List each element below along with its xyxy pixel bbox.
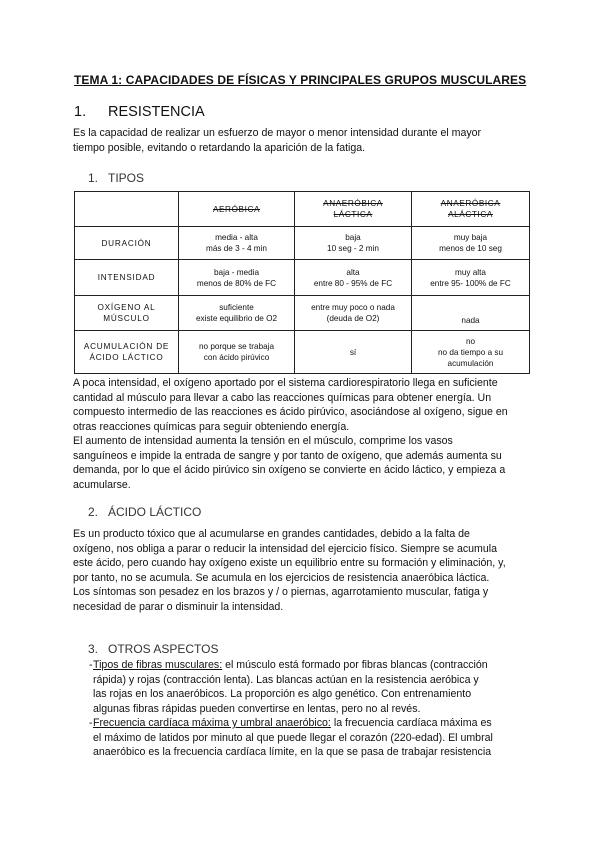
table-cell: no porque se trabaja con ácido pirúvico xyxy=(179,331,295,374)
lactic-acid-paragraph xyxy=(73,527,533,614)
text-line: El aumento de intensidad aumenta la tensión en el músculo, comprime los vasos xyxy=(73,435,453,447)
text-line: necesidad de parar o disminuir la intensidad. xyxy=(73,600,284,613)
text-line: algunas fibras rápidas pueden convertirse en lentas, pero no al revés. xyxy=(93,702,421,715)
resistance-types-table xyxy=(74,191,530,374)
text-line: tiempo posible, evitando o retardando la aparición de la fatiga. xyxy=(73,141,366,154)
table-cell: muy alta entre 95- 100% de FC xyxy=(412,260,530,296)
table-row-intensidad xyxy=(75,260,530,296)
column-header-aerobica: AERÓBICA xyxy=(179,192,295,227)
text-line: acumularse. xyxy=(73,478,131,491)
text-line: compuesto intermedio de las reacciones es ácido pirúvico, asociándose al oxígeno, sigue en xyxy=(73,406,508,418)
table-cell: alta entre 80 - 95% de FC xyxy=(295,260,412,296)
oxygen-paragraph xyxy=(73,376,533,492)
row-header: ACUMULACIÓN DE ÁCIDO LÁCTICO xyxy=(75,331,179,374)
list-item xyxy=(73,658,533,716)
section-number: 1. xyxy=(74,104,87,120)
text-line: por tanto, no se acumula. Se acumula en los ejercicios de resistencia anaeróbica láctica. xyxy=(73,571,490,584)
column-header-anaerobica-lactica: ANAERÓBICA LÁCTICA xyxy=(295,192,412,227)
table-cell: suficiente existe equilibrio de O2 xyxy=(179,296,295,331)
subsection-heading-acido-lactico xyxy=(88,505,201,519)
table-cell: sí xyxy=(295,331,412,374)
item-lead: Frecuencia cardíaca máxima y umbral anaeróbico: xyxy=(93,717,331,729)
subsection-title: OTROS ASPECTOS xyxy=(108,642,219,656)
table-cell: muy baja menos de 10 seg xyxy=(412,227,530,260)
subsection-title: TIPOS xyxy=(108,171,145,185)
text-line: A poca intensidad, el oxígeno aportado por el sistema cardiorespiratorio llega en suficiente xyxy=(73,377,498,389)
subsection-heading-otros-aspectos xyxy=(88,642,218,656)
document-title: TEMA 1: CAPACIDADES DE FÍSICAS Y PRINCIPALES GRUPOS MUSCULARES xyxy=(74,73,527,87)
other-aspects-list xyxy=(73,658,533,760)
column-header-anaerobica-alactica: ANAERÓBICA ALÁCTICA xyxy=(412,192,530,227)
text-line: demanda, por lo que el ácido pirúvico sin oxígeno se convierte en ácido láctico, y empieza a xyxy=(73,464,506,476)
list-item xyxy=(73,716,533,760)
table-cell: media - alta más de 3 - 4 min xyxy=(179,227,295,260)
row-header: INTENSIDAD xyxy=(75,260,179,296)
table-header-row xyxy=(75,192,530,227)
text-line: rápida) y rojas (contracción lenta). Las blancas actúan en la resistencia aeróbica y xyxy=(93,673,479,686)
subsection-heading-tipos xyxy=(88,171,144,185)
text-line: este ácido, pero cuando hay oxígeno existe un equilibrio entre su formación y eliminación, y, xyxy=(73,557,506,569)
text-line: sanguíneos e impide la entrada de sangre y por tanto de oxígeno, que además aumenta su xyxy=(73,449,502,462)
subsection-number: 1. xyxy=(88,171,99,185)
table-row-oxigeno xyxy=(75,296,530,331)
dash-bullet: - xyxy=(89,659,93,671)
dash-bullet: - xyxy=(89,717,93,729)
table-cell: no no da tiempo a su acumulación xyxy=(412,331,530,374)
item-lead: Tipos de fibras musculares: xyxy=(93,659,223,671)
text-line: la frecuencia cardíaca máxima es xyxy=(330,717,492,729)
table-row-acumulacion xyxy=(75,331,530,374)
subsection-number: 2. xyxy=(88,505,99,519)
text-line: el músculo está formado por fibras blancas (contracción xyxy=(222,659,488,671)
section-heading-resistencia xyxy=(74,104,205,120)
table-row-duracion xyxy=(75,227,530,260)
text-line: Es un producto tóxico que al acumularse en grandes cantidades, debido a la falta de xyxy=(73,528,470,540)
section-title: RESISTENCIA xyxy=(108,104,205,120)
text-line: Los síntomas son pesadez en los brazos y / o piernas, agarrotamiento muscular, fatiga y xyxy=(73,586,489,598)
text-line: oxígeno, nos obliga a parar o reducir la intensidad del ejercicio físico. Siempre se acumula xyxy=(73,542,497,555)
subsection-number: 3. xyxy=(88,642,99,656)
table-cell: entre muy poco o nada (deuda de O2) xyxy=(295,296,412,331)
text-line: otras reacciones químicas para seguir obteniendo energía. xyxy=(73,420,350,433)
text-line: el máximo de latidos por minuto al que puede llegar el corazón (220-edad). El umbral xyxy=(93,731,493,744)
row-header: DURACIÓN xyxy=(75,227,179,260)
text-line: cantidad al músculo para llevar a cabo las reacciones químicas para obtener energía. Un xyxy=(73,391,492,404)
table-cell: baja - media menos de 80% de FC xyxy=(179,260,295,296)
text-line: Es la capacidad de realizar un esfuerzo de mayor o menor intensidad durante el mayor xyxy=(73,127,482,139)
table-corner-cell xyxy=(75,192,179,227)
text-line: anaeróbico es la frecuencia cardíaca límite, en la que se pasa de trabajar resistencia xyxy=(93,746,492,758)
text-line: las rojas en los anaeróbicos. La proporción es algo genético. Con entrenamiento xyxy=(93,688,472,700)
subsection-title: ÁCIDO LÁCTICO xyxy=(108,505,202,519)
table-cell: baja 10 seg - 2 min xyxy=(295,227,412,260)
table-cell: nada xyxy=(412,296,530,331)
intro-paragraph xyxy=(73,126,533,155)
row-header: OXÍGENO AL MÚSCULO xyxy=(75,296,179,331)
